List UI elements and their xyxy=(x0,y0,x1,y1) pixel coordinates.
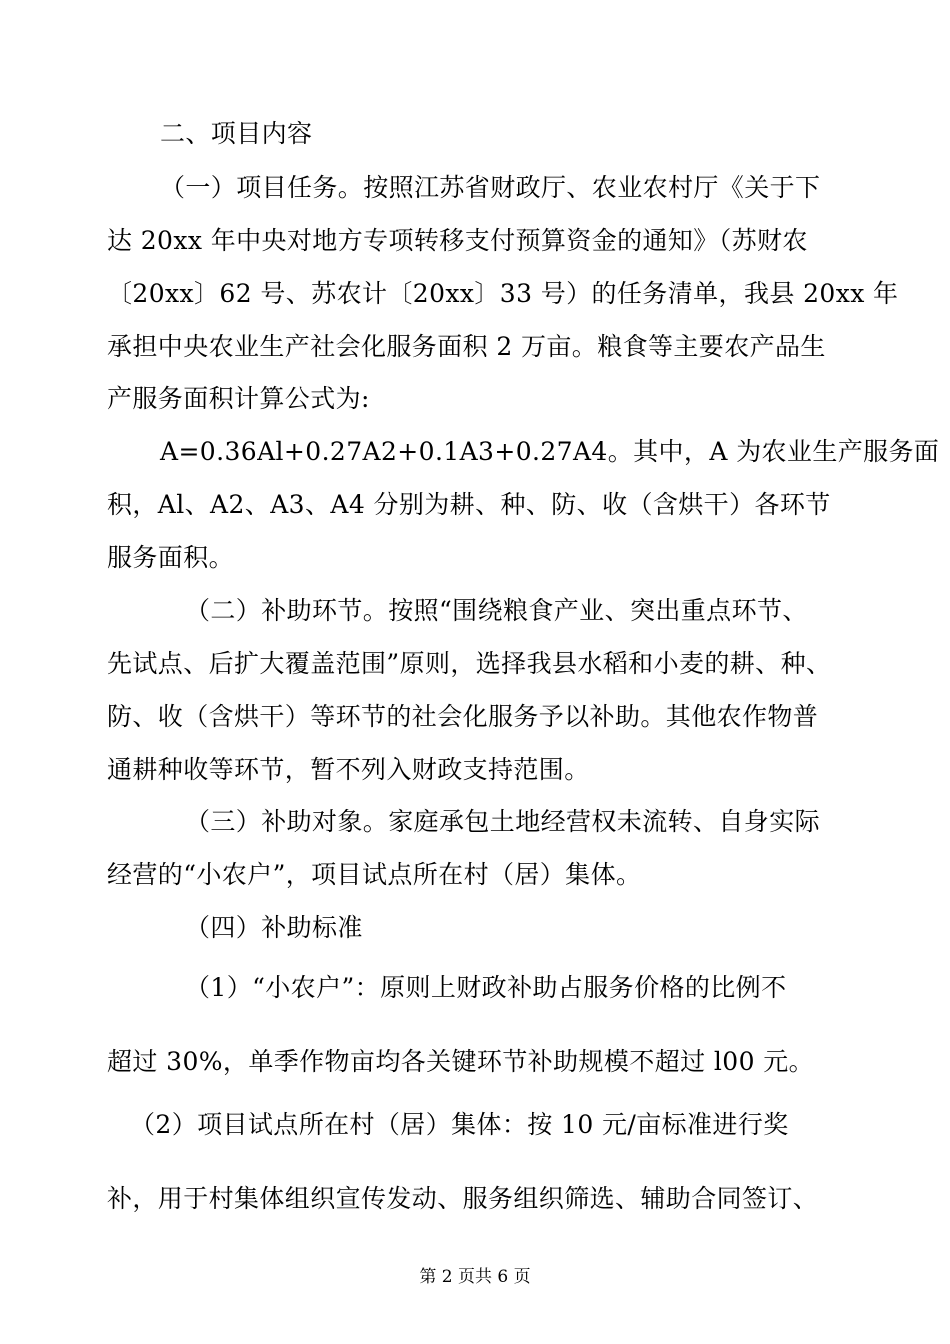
paragraph-line: 承担中央农业生产社会化服务面积 2 万亩。粮食等主要农产品生 xyxy=(107,332,826,361)
paragraph-line: 〔20xx〕62 号、苏农计〔20xx〕33 号）的任务清单，我县 20xx 年 xyxy=(107,279,899,308)
paragraph-line: 积，Al、A2、A3、A4 分别为耕、种、防、收（含烘干）各环节 xyxy=(107,490,831,519)
paragraph-line: 先试点、后扩大覆盖范围”原则，选择我县水稻和小麦的耕、种、 xyxy=(107,649,832,678)
paragraph-line: 经营的“小农户”，项目试点所在村（居）集体。 xyxy=(107,860,642,889)
paragraph-line: 通耕种收等环节，暂不列入财政支持范围。 xyxy=(107,755,590,784)
paragraph-line: （1）“小农户”：原则上财政补助占服务价格的比例不 xyxy=(185,973,787,1002)
formula-line: A=0.36Al+0.27A2+0.1A3+0.27A4。其中，A 为农业生产服务面 xyxy=(160,437,940,466)
paragraph-line: （二）补助环节。按照“围绕粮食产业、突出重点环节、 xyxy=(185,596,808,625)
paragraph-line: 防、收（含烘干）等环节的社会化服务予以补助。其他农作物普 xyxy=(107,702,819,731)
subheading-line: （四）补助标准 xyxy=(185,913,363,942)
page-number: 第 2 页共 6 页 xyxy=(419,1267,531,1287)
section-heading: 二、项目内容 xyxy=(160,119,313,148)
paragraph-line: 补，用于村集体组织宣传发动、服务组织筛选、辅助合同签订、 xyxy=(107,1184,819,1213)
paragraph-line: 产服务面积计算公式为: xyxy=(107,384,370,413)
paragraph-line: （一）项目任务。按照江苏省财政厅、农业农村厅《关于下 xyxy=(160,173,821,202)
paragraph-line: 超过 30%，单季作物亩均各关键环节补助规模不超过 l00 元。 xyxy=(107,1047,815,1076)
paragraph-line: （三）补助对象。家庭承包土地经营权未流转、自身实际 xyxy=(185,807,821,836)
paragraph-line: （2）项目试点所在村（居）集体：按 10 元/亩标准进行奖 xyxy=(130,1110,789,1139)
paragraph-line: 达 20xx 年中央对地方专项转移支付预算资金的通知》（苏财农 xyxy=(107,226,808,255)
paragraph-line: 服务面积。 xyxy=(107,543,235,572)
